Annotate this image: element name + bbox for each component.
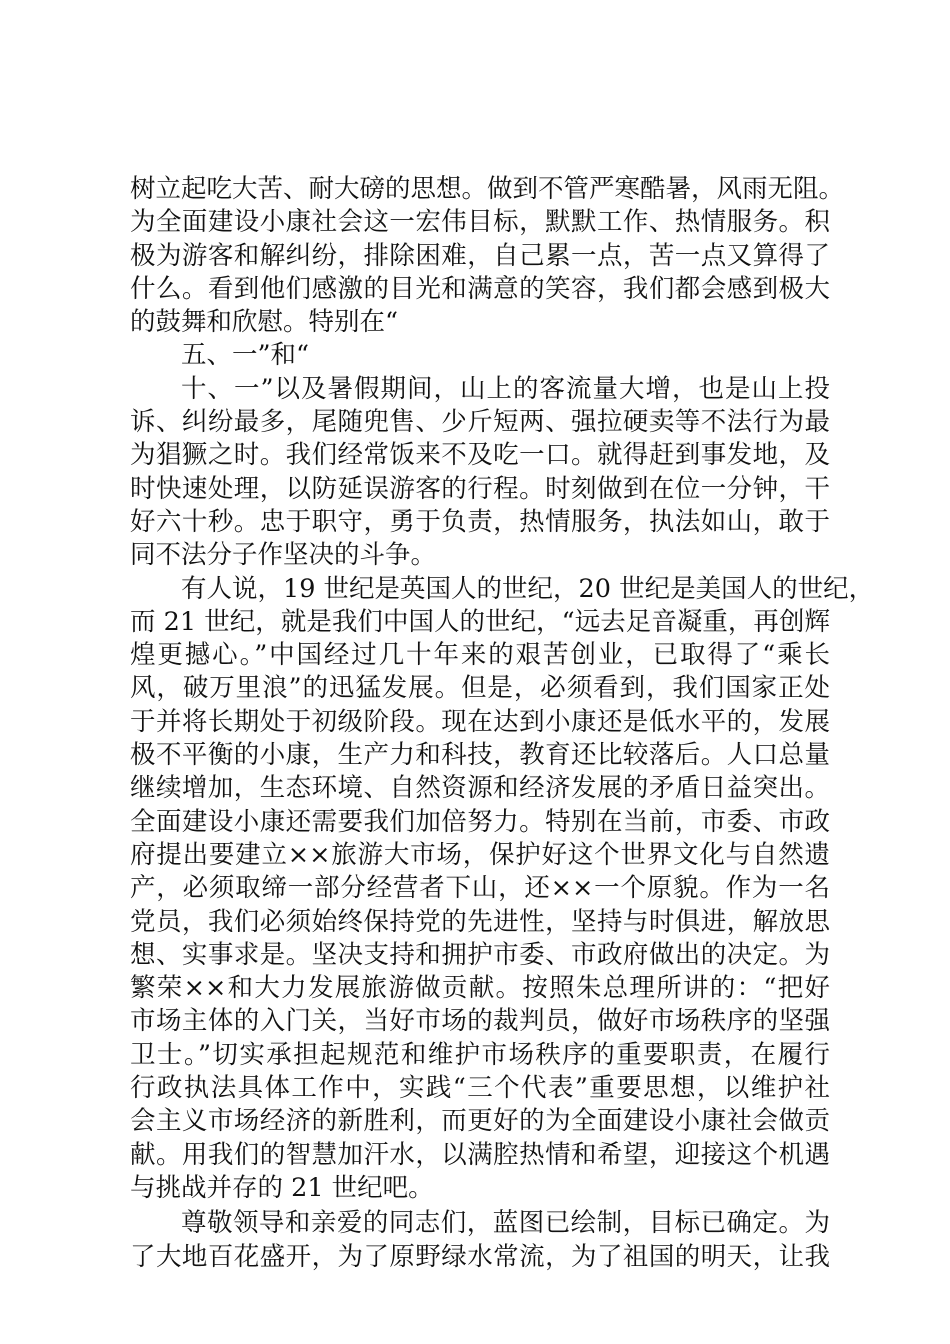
text-line: 时快速处理，以防延误游客的行程。时刻做到在位一分钟，干 <box>130 473 830 504</box>
text-line: 府提出要建立××旅游大市场，保护好这个世界文化与自然遗 <box>130 839 830 870</box>
text-line: 党员，我们必须始终保持党的先进性，坚持与时俱进，解放思 <box>130 906 830 937</box>
text-line: 市场主体的入门关，当好市场的裁判员，做好市场秩序的坚强 <box>130 1006 830 1037</box>
text-line: 同不法分子作坚决的斗争。 <box>130 540 437 571</box>
text-line: 继续增加，生态环境、自然资源和经济发展的矛盾日益突出。 <box>130 773 830 804</box>
text-line: 行政执法具体工作中，实践“三个代表”重要思想，以维护社 <box>130 1073 830 1104</box>
text-line: 献。用我们的智慧加汗水，以满腔热情和希望，迎接这个机遇 <box>130 1139 830 1170</box>
body-text <box>130 173 875 1274</box>
text-line: 诉、纠纷最多，尾随兜售、少斤短两、强拉硬卖等不法行为最 <box>130 407 830 438</box>
text-line: 会主义市场经济的新胜利，而更好的为全面建设小康社会做贡 <box>130 1106 830 1137</box>
text-line: 全面建设小康还需要我们加倍努力。特别在当前，市委、市政 <box>130 806 830 837</box>
text-line: 尊敬领导和亲爱的同志们，蓝图已绘制，目标已确定。为 <box>181 1208 830 1239</box>
text-line: 了大地百花盛开，为了原野绿水常流，为了祖国的明天，让我 <box>130 1241 830 1272</box>
text-line: 树立起吃大苦、耐大磅的思想。做到不管严寒酷暑，风雨无阻。 <box>130 174 845 204</box>
text-line: 想、实事求是。坚决支持和拥护市委、市政府做出的决定。为 <box>130 939 830 970</box>
text-line: 卫士。”切实承担起规范和维护市场秩序的重要职责，在履行 <box>130 1039 830 1070</box>
text-line: 什么。看到他们感激的目光和满意的笑容，我们都会感到极大 <box>130 273 830 304</box>
text-line: 极为游客和解纠纷，排除困难，自己累一点，苦一点又算得了 <box>130 240 830 271</box>
text-line: 于并将长期处于初级阶段。现在达到小康还是低水平的，发展 <box>130 706 830 737</box>
text-line: 十、一”以及暑假期间，山上的客流量大增，也是山上投 <box>181 373 830 404</box>
text-line: 五、一”和“ <box>181 340 310 371</box>
text-line: 有人说，19 世纪是英国人的世纪，20 世纪是美国人的世纪， <box>181 573 875 604</box>
text-line: 极不平衡的小康，生产力和科技，教育还比较落后。人口总量 <box>130 740 830 771</box>
text-line: 的鼓舞和欣慰。特别在“ <box>130 307 399 338</box>
text-line: 产，必须取缔一部分经营者下山，还××一个原貌。作为一名 <box>130 873 830 904</box>
text-line: 风，破万里浪”的迅猛发展。但是，必须看到，我们国家正处 <box>130 673 830 704</box>
text-line: 好六十秒。忠于职守，勇于负责，热情服务，执法如山，敢于 <box>130 506 830 537</box>
text-line: 与挑战并存的 21 世纪吧。 <box>130 1172 434 1203</box>
text-line: 为全面建设小康社会这一宏伟目标，默默工作、热情服务。积 <box>130 207 830 238</box>
text-line: 煌更撼心。”中国经过几十年来的艰苦创业，已取得了“乘长 <box>130 640 830 671</box>
text-line: 而 21 世纪，就是我们中国人的世纪，“远去足音凝重，再创辉 <box>130 606 830 637</box>
text-line: 为猖獗之时。我们经常饭来不及吃一口。就得赶到事发地，及 <box>130 440 830 471</box>
text-line: 繁荣××和大力发展旅游做贡献。按照朱总理所讲的：“把好 <box>130 973 830 1004</box>
